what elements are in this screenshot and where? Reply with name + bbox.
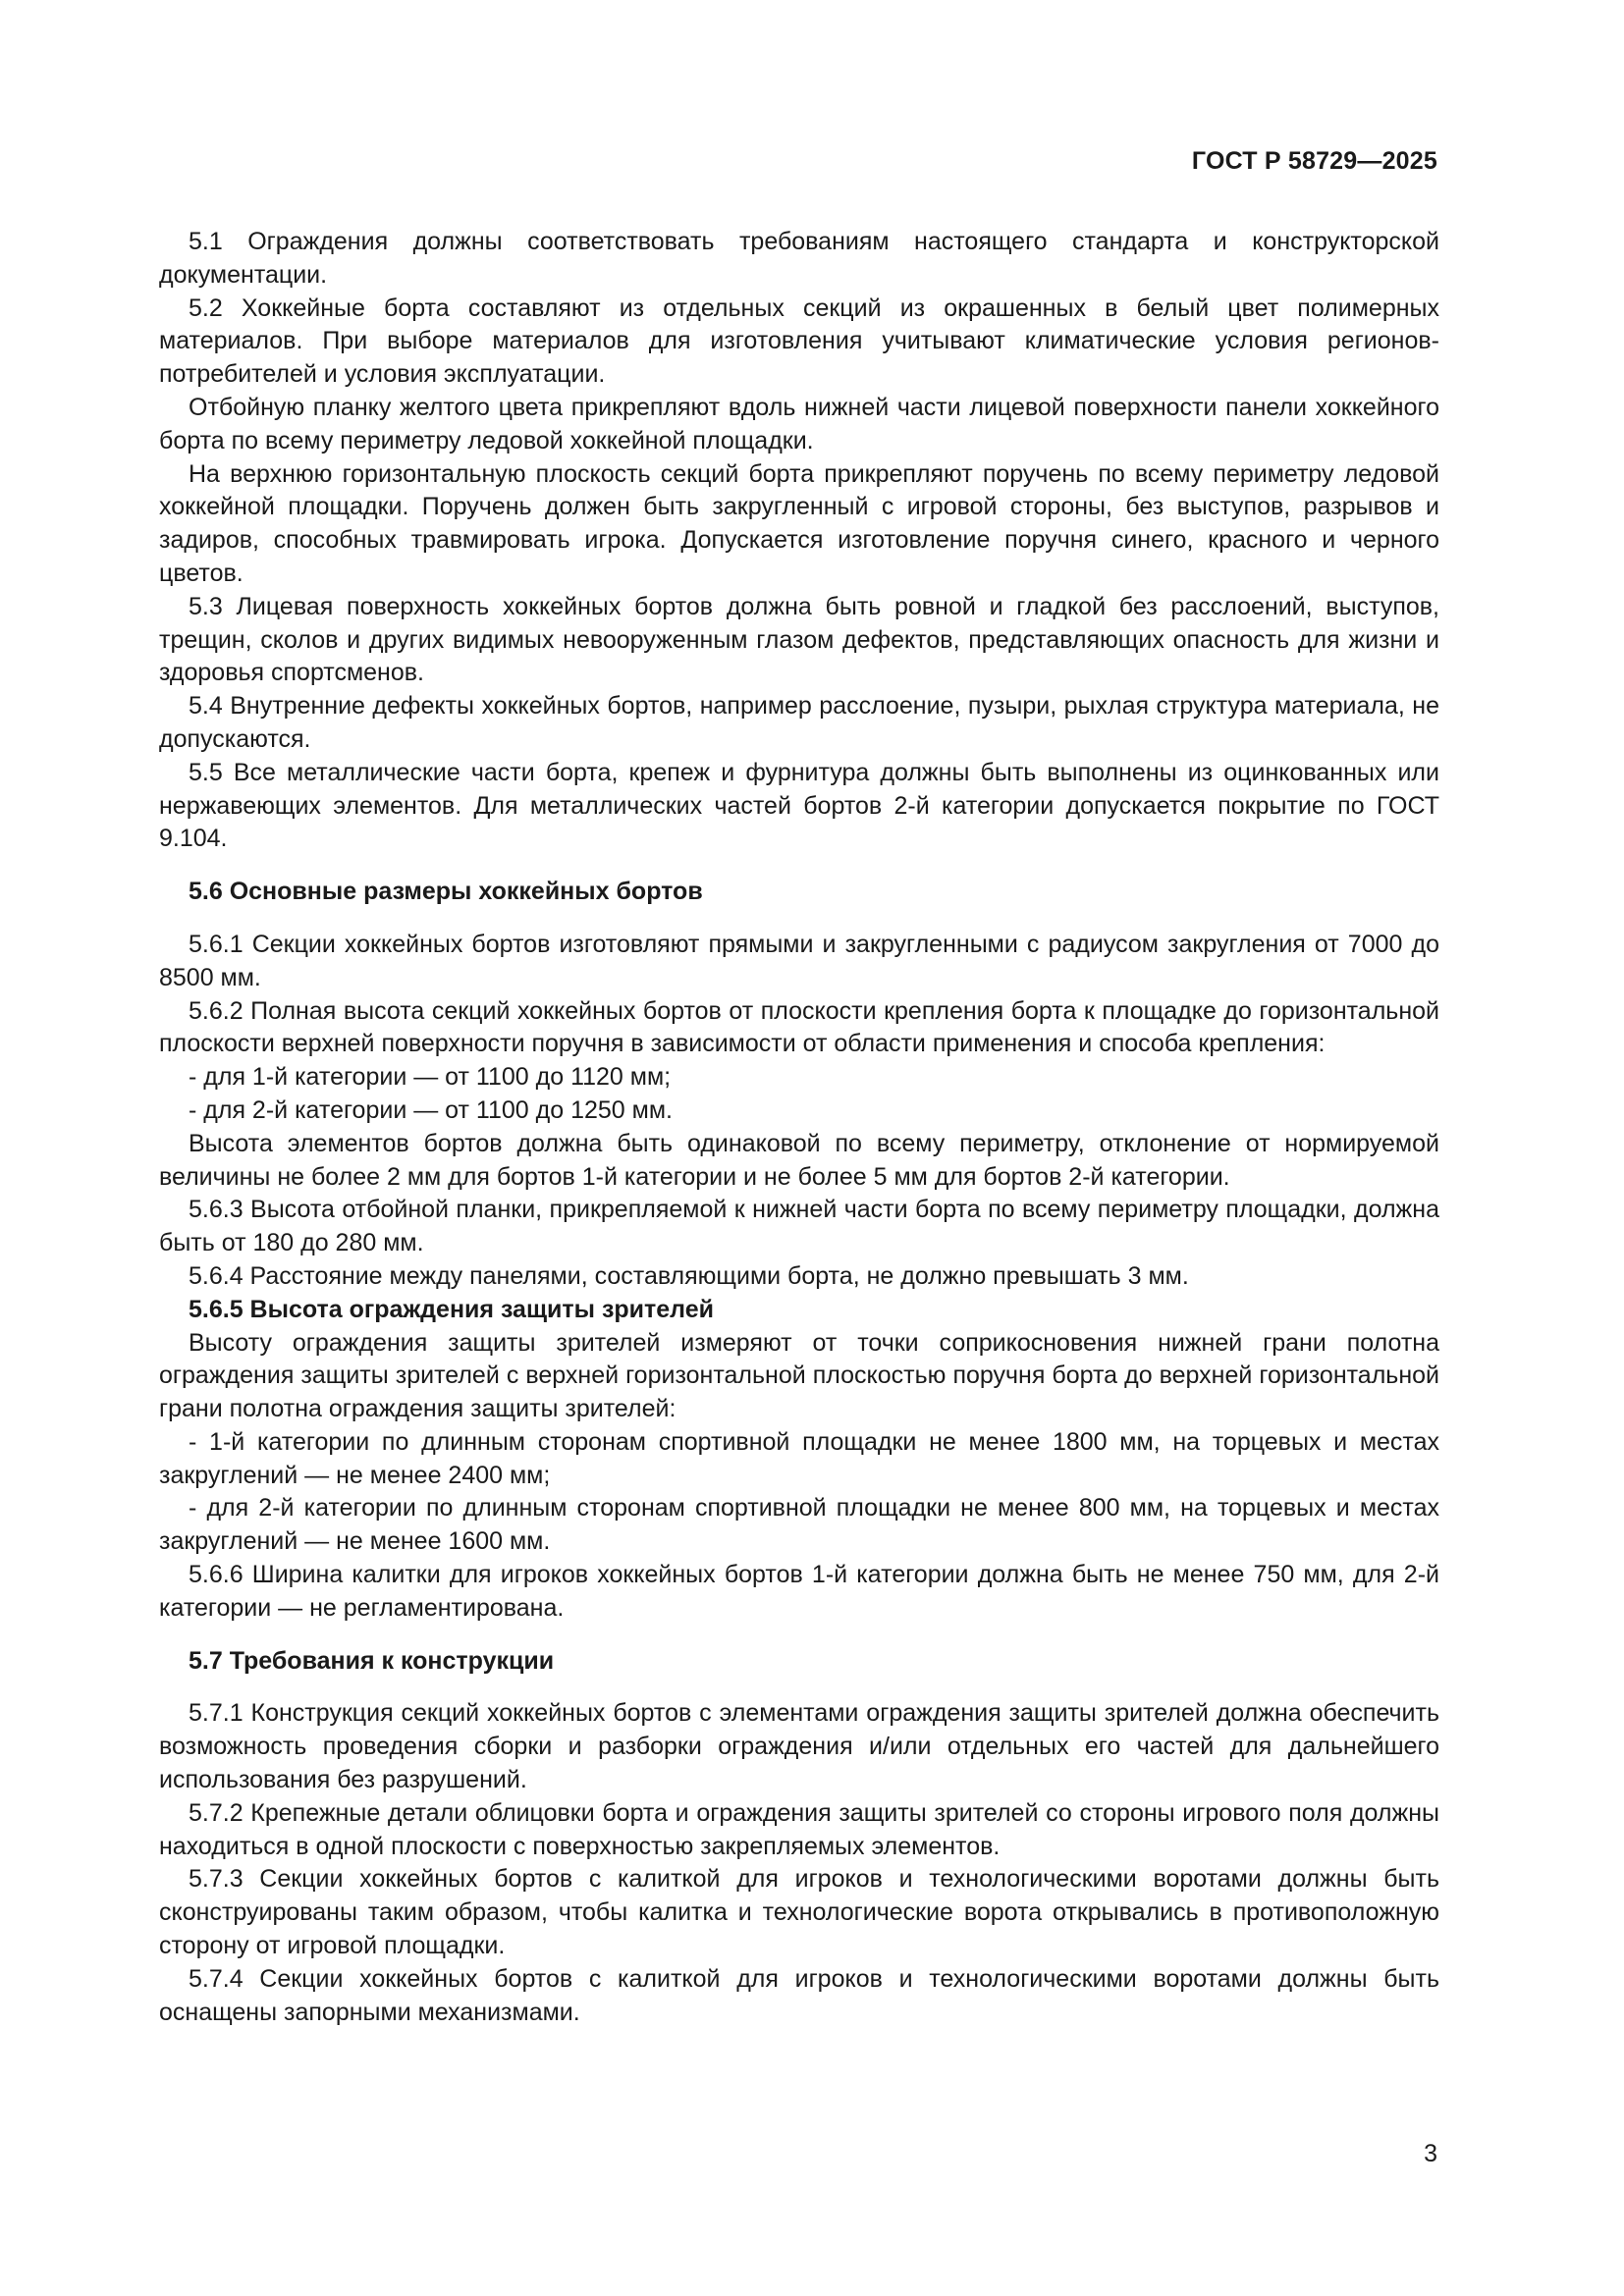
paragraph-5-6-6: 5.6.6 Ширина калитки для игроков хоккейных бортов 1-й категории должна быть не менее 750 мм, для 2-й категории — не регламентирована.: [159, 1561, 1439, 1622]
paragraph-5-2: 5.2 Хоккейные борта составляют из отдельных секций из окрашенных в белый цвет полимерных материалов. При выборе материалов для изготовления учитывают климатические условия регионов-потребителей и условия эксплуатации.: [159, 294, 1439, 389]
list-item-guard-category-1: - 1-й категории по длинным сторонам спортивной площадки не менее 1800 мм, на торцевых и местах закруглений — не менее 2400 мм;: [159, 1427, 1439, 1489]
paragraph-5-6-3: 5.6.3 Высота отбойной планки, прикрепляемой к нижней части борта по всему периметру площадки, должна быть от 180 до 280 мм.: [159, 1196, 1439, 1257]
document-body: [159, 226, 1439, 2029]
paragraph-5-1: 5.1 Ограждения должны соответствовать требованиям настоящего стандарта и конструкторской документации.: [159, 228, 1439, 289]
paragraph-5-4: 5.4 Внутренние дефекты хоккейных бортов, например расслоение, пузыри, рыхлая структура материала, не допускаются.: [159, 692, 1439, 753]
paragraph-5-5: 5.5 Все металлические части борта, крепеж и фурнитура должны быть выполнены из оцинкованных или нержавеющих элементов. Для металлических частей бортов 2-й категории допускается покрытие по ГОСТ 9.104.: [159, 758, 1439, 853]
paragraph-bumper-strip: Отбойную планку желтого цвета прикрепляют вдоль нижней части лицевой поверхности панели хоккейного борта по всему периметру ледовой хоккейной площадки.: [159, 393, 1439, 454]
document-id-header: ГОСТ Р 58729—2025: [1191, 147, 1437, 175]
list-item-guard-category-2: - для 2-й категории по длинным сторонам спортивной площадки не менее 800 мм, на торцевых и местах закруглений — не менее 1600 мм.: [159, 1494, 1439, 1556]
paragraph-5-7-4: 5.7.4 Секции хоккейных бортов с калиткой для игроков и технологическими воротами должны быть оснащены запорными механизмами.: [159, 1964, 1439, 2026]
paragraph-5-7-3: 5.7.3 Секции хоккейных бортов с калиткой для игроков и технологическими воротами должны быть сконструированы таким образом, чтобы калитка и технологические ворота открывались в противоположную сторону от игровой площадки.: [159, 1865, 1439, 1960]
section-heading-5-6: 5.6 Основные размеры хоккейных бортов: [189, 878, 703, 906]
paragraph-5-6-4: 5.6.4 Расстояние между панелями, составляющими борта, не должно превышать 3 мм.: [189, 1261, 1189, 1290]
list-item-category-1: - для 1-й категории — от 1100 до 1120 мм;: [189, 1063, 672, 1092]
paragraph-5-7-2: 5.7.2 Крепежные детали облицовки борта и ограждения защиты зрителей со стороны игрового поля должны находиться в одной плоскости с поверхностью закрепляемых элементов.: [159, 1798, 1439, 1860]
paragraph-5-6-1: 5.6.1 Секции хоккейных бортов изготовляют прямыми и закругленными с радиусом закругления от 7000 до 8500 мм.: [159, 930, 1439, 991]
paragraph-spectator-guard-height: Высоту ограждения защиты зрителей измеряют от точки соприкосновения нижней грани полотна ограждения защиты зрителей с верхней горизонтальной плоскостью поручня борта до верхней горизонтальной грани полотна ограждения защиты зрителей:: [159, 1328, 1439, 1423]
paragraph-height-tolerance: Высота элементов бортов должна быть одинаковой по всему периметру, отклонение от нормируемой величины не более 2 мм для бортов 1-й категории и не более 5 мм для бортов 2-й категории.: [159, 1129, 1439, 1191]
section-heading-5-7: 5.7 Требования к конструкции: [189, 1646, 555, 1675]
paragraph-5-6-2: 5.6.2 Полная высота секций хоккейных бортов от плоскости крепления борта к площадке до горизонтальной плоскости верхней поверхности поручня в зависимости от области применения и способа крепления:: [159, 996, 1439, 1058]
paragraph-handrail: На верхнюю горизонтальную плоскость секций борта прикрепляют поручень по всему периметру ледовой хоккейной площадки. Поручень должен быть закругленный с игровой стороны, без выступов, разрывов и задиров, способных травмировать игрока. Допускается изготовление поручня синего, красного и черного цветов.: [159, 459, 1439, 587]
subsection-heading-5-6-5: 5.6.5 Высота ограждения защиты зрителей: [189, 1295, 714, 1323]
paragraph-5-3: 5.3 Лицевая поверхность хоккейных бортов должна быть ровной и гладкой без расслоений, выступов, трещин, сколов и других видимых невооруженным глазом дефектов, представляющих опасность для жизни и здоровья спортсменов.: [159, 592, 1439, 687]
paragraph-5-7-1: 5.7.1 Конструкция секций хоккейных бортов с элементами ограждения защиты зрителей должна обеспечить возможность проведения сборки и разборки ограждения и/или отдельных его частей для дальнейшего использования без разрушений.: [159, 1699, 1439, 1794]
list-item-category-2: - для 2-й категории — от 1100 до 1250 мм.: [189, 1095, 673, 1124]
page-number: 3: [1424, 2140, 1437, 2167]
